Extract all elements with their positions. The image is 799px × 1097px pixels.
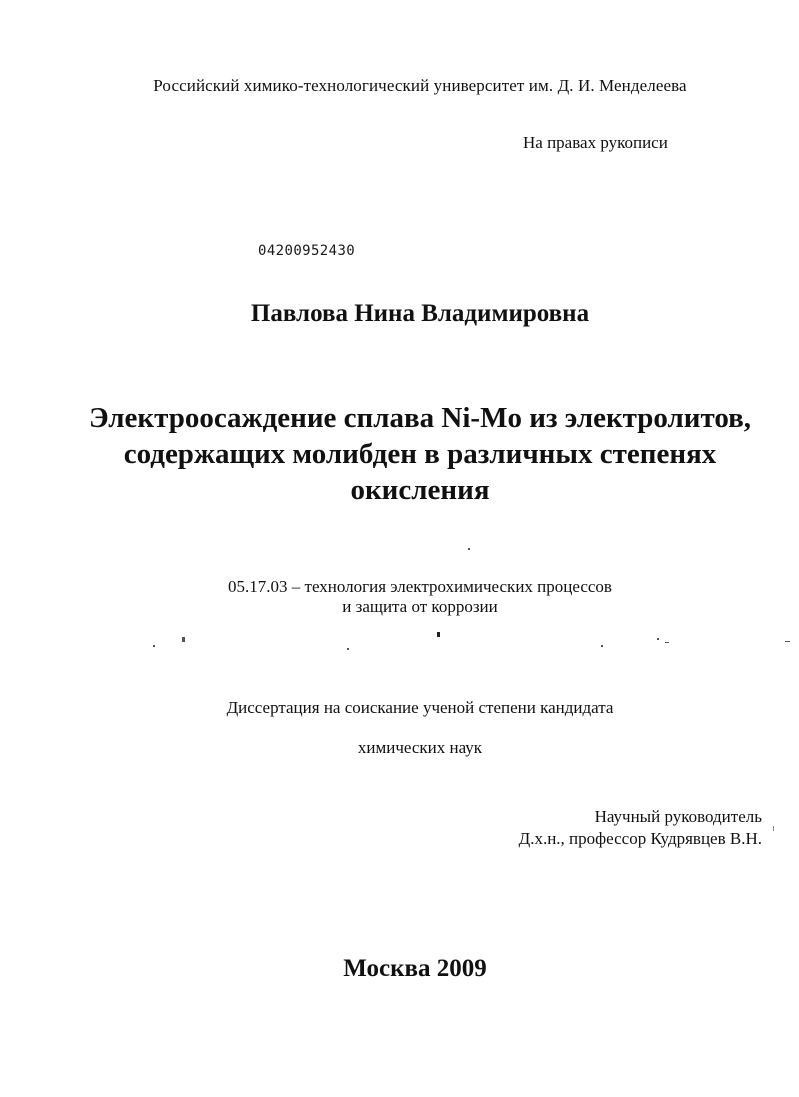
title-line: содержащих молибден в различных степенях — [123, 438, 717, 470]
scan-speck — [657, 638, 659, 640]
specialty-line: 05.17.03 – технология электрохимических процессов — [228, 577, 612, 596]
degree-field-line: химических наук — [357, 738, 483, 757]
supervisor-role: Научный руководитель — [594, 807, 762, 826]
scientific-supervisor — [519, 806, 762, 850]
author-name: Павлова Нина Владимировна — [250, 300, 590, 327]
document-code: 04200952430 — [258, 243, 356, 259]
supervisor-name: Д.х.н., профессор Кудрявцев В.Н. — [518, 829, 762, 848]
title-line: окисления — [350, 474, 490, 506]
scan-speck — [468, 548, 470, 550]
scan-speck — [347, 648, 349, 650]
manuscript-rights-label: На правах рукописи — [523, 133, 668, 152]
scan-speck — [773, 826, 774, 831]
scan-speck — [182, 637, 185, 642]
dissertation-degree-line: Диссертация на соискание ученой степени кандидата — [226, 698, 614, 717]
scan-speck — [601, 645, 603, 647]
specialty-line: и защита от коррозии — [342, 597, 498, 616]
scan-speck — [785, 641, 790, 642]
title-line: Электроосаждение сплава Ni-Mo из электролитов, — [88, 402, 752, 434]
scan-speck — [665, 642, 669, 643]
specialty-code — [0, 577, 799, 617]
dissertation-title — [40, 400, 799, 508]
city-year: Москва 2009 — [343, 955, 487, 982]
scan-speck — [437, 632, 440, 637]
scan-speck — [153, 645, 155, 647]
university-name: Российский химико-технологический университет им. Д. И. Менделеева — [153, 76, 687, 95]
